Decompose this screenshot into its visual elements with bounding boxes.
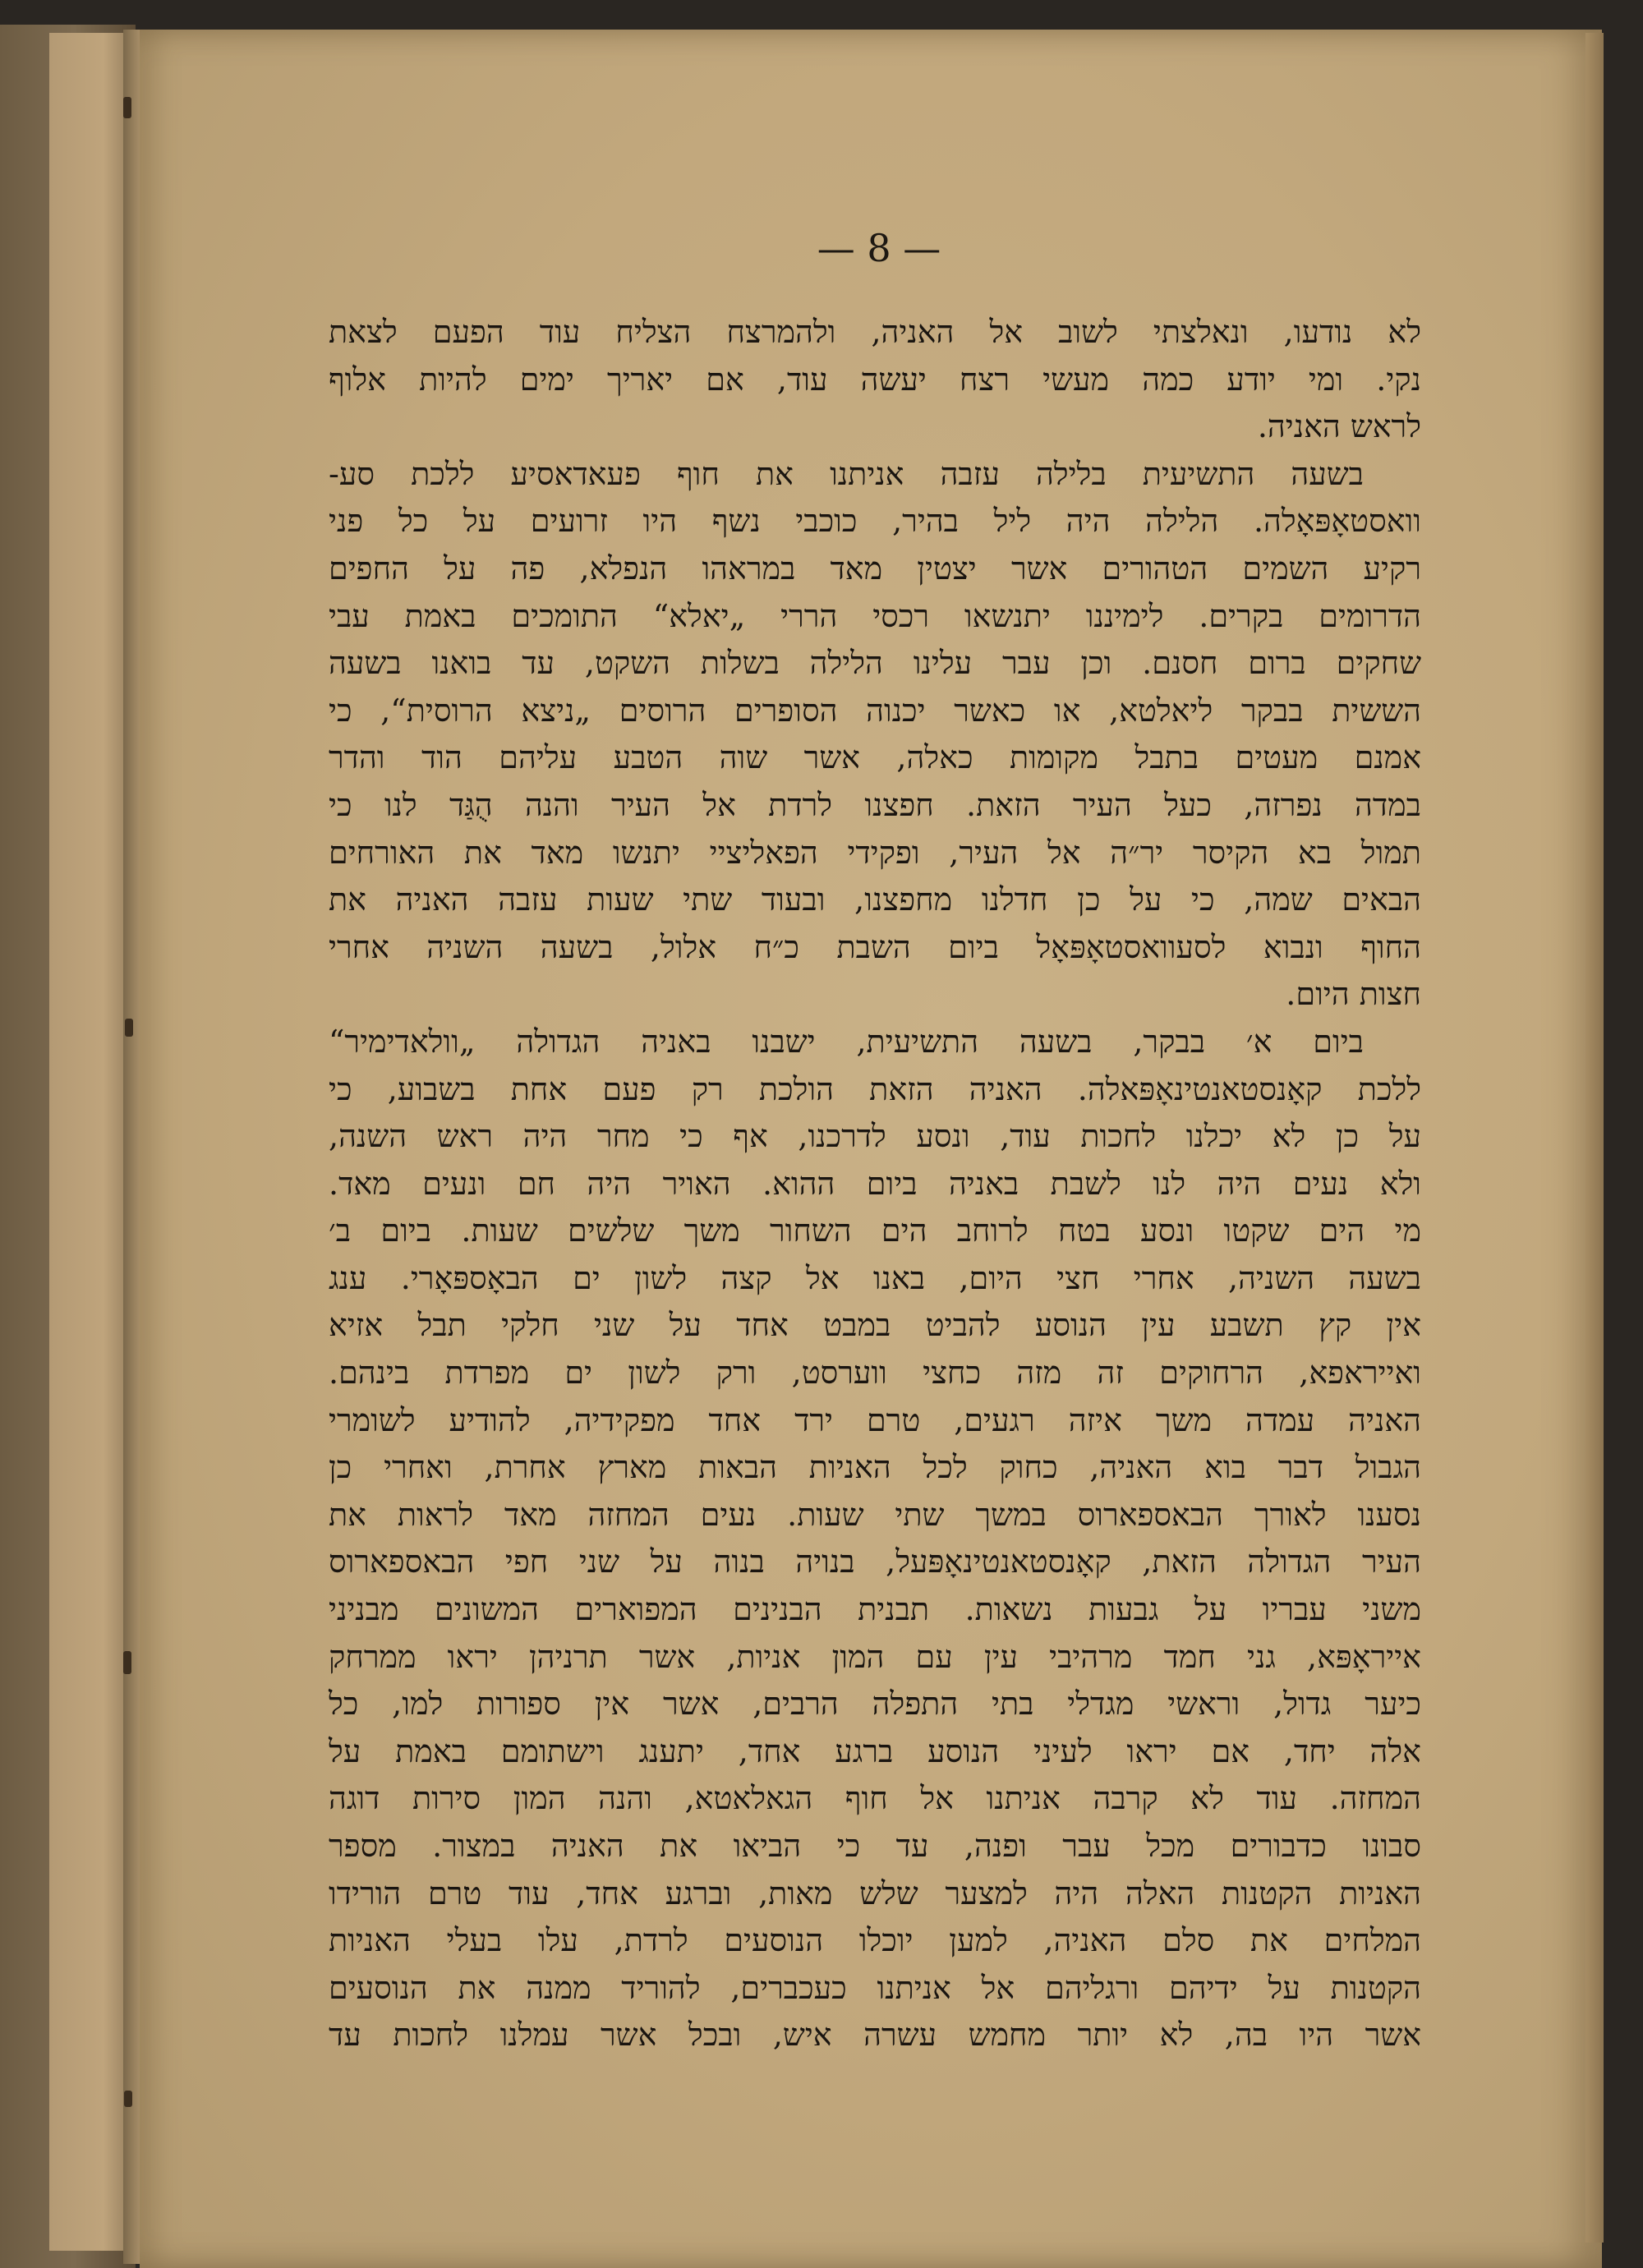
page-number: — 8 —: [817, 226, 941, 270]
text-line: משני עבריו על גבעות נשאות. תבנית הבנינים המפוארים המשונים מבניני: [329, 1591, 1421, 1628]
text-line: בשעה השניה, אחרי חצי היום, באנו אל קצה לשון ים הבאָספּאָרי. ענג: [329, 1259, 1421, 1296]
text-line: נקי. ומי יודע כמה מעשי רצח יעשה עוד, אם יאריך ימים להיות אלוף: [329, 361, 1421, 398]
text-line: חצות היום.: [1286, 976, 1421, 1013]
text-line: הששית בבקר ליאלטא, או כאשר יכנוה הסופרים הרוסים „ניצא הרוסית“, כי: [329, 692, 1421, 729]
paper-right-edge: [1585, 33, 1604, 2243]
text-line: הגבול דבר בוא האניה, כחוק לכל האניות הבאות מארץ אחרת, ואחרי כן: [329, 1449, 1421, 1486]
text-line: ואייראפא, הרחוקים זה מזה כחצי ווערסט, ורק לשון ים מפרדת בינהם.: [329, 1355, 1421, 1392]
text-line: הקטנות על ידיהם ורגליהם אל אניתנו כעכברים, להוריד ממנה את הנוסעים: [329, 1969, 1421, 2006]
text-line: ביום א׳ בבקר, בשעה התשיעית, ישבנו באניה הגדולה „וולאדימיר“: [329, 1023, 1364, 1060]
text-line: אייראָפּא, גני חמד מרהיבי עין עם המון אניות, אשר תרניהן יראו ממרחק: [329, 1638, 1421, 1675]
binding-stitch: [124, 2091, 132, 2107]
text-line: אין קץ תשבע עין הנוסע להביט במבט אחד על שני חלקי תבל אזיא: [329, 1307, 1421, 1344]
text-line: שחקים ברום חסנם. וכן עבר עלינו הלילה בשלות השקט, עד בואנו בשעה: [329, 645, 1421, 682]
body-text: [329, 309, 1421, 2059]
text-line: החוף ונבוא לסעוואסטאָפּאָל ביום השבת כ״ח אלול, בשעה השניה אחרי: [329, 928, 1421, 965]
text-line: סבונו כדבורים מכל עבר ופנה, עד כי הביאו את האניה במצור. מספר: [329, 1828, 1421, 1864]
text-line: בשעה התשיעית בלילה עזבה אניתנו את חוף פעאדאסיע ללכת סע-: [329, 455, 1364, 492]
text-line: הבאים שמה, כי על כן חדלנו מחפצנו, ובעוד שתי שעות עזבה האניה את: [329, 881, 1421, 918]
text-line: על כן לא יכלנו לחכות עוד, ונסע לדרכנו, אף כי מחר היה ראש השנה,: [329, 1118, 1421, 1155]
text-line: כיער גדול, וראשי מגדלי בתי התפלה הרבים, אשר אין ספורות למו, כל: [329, 1686, 1422, 1723]
text-line: אשר היו בה, לא יותר מחמש עשרה איש, ובכל אשר עמלנו לחכות עד: [329, 2017, 1421, 2054]
text-line: המחזה. עוד לא קרבה אניתנו אל חוף הגאלאטא, והנה המון סירות דוגה: [329, 1780, 1421, 1817]
text-line: תמול בא הקיסר יר״ה אל העיר, ופקידי הפאליציי יתנשו מאד את האורחים: [329, 834, 1421, 871]
text-line: אלה יחד, אם יראו לעיני הנוסע ברגע אחד, יתענג וישתומם באמת על: [329, 1732, 1421, 1769]
binding-stitch: [123, 1651, 131, 1674]
text-line: המלחים את סלם האניה, למען יוכלו הנוסעים לרדת, עלו בעלי האניות: [329, 1922, 1421, 1959]
text-line: במדה נפרזה, כעל העיר הזאת. חפצנו לרדת אל העיר והנה הֻגַּד לנו כי: [329, 786, 1421, 823]
binding-stitch: [123, 97, 131, 118]
text-line: נסענו לאורך הבאספארוס במשך שתי שעות. נעים המחזה מאד לראות את: [329, 1496, 1421, 1533]
text-line: האניה עמדה משך איזה רגעים, טרם ירד אחד מפקידיה, להודיע לשומרי: [329, 1401, 1421, 1438]
text-line: העיר הגדולה הזאת, קאָנסטאנטינאָפּעל, בנויה בנוה על שני חפי הבאספארוס: [329, 1543, 1421, 1580]
text-line: הדרומים בקרים. לימיננו יתנשאו רכסי הררי „יאלא“ התומכים באמת עבי: [329, 597, 1421, 634]
text-line: ולא נעים היה לנו לשבת באניה ביום ההוא. האויר היה חם ונעים מאד.: [329, 1165, 1421, 1202]
text-line: מי הים שקטו ונסע בטח לרוחב הים השחור משך שלשים שעות. ביום ב׳: [329, 1212, 1421, 1249]
text-line: אמנם מעטים בתבל מקומות כאלה, אשר שוה הטבע עליהם הוד והדר: [329, 739, 1421, 776]
text-line: ללכת קאָנסטאנטינאָפּאלה. האניה הזאת הולכת רק פעם אחת בשבוע, כי: [329, 1070, 1421, 1107]
text-line: האניות הקטנות האלה היה למצער שלש מאות, וברגע אחד, עוד טרם הורידו: [329, 1875, 1421, 1911]
text-line: רקיע השמים הטהורים אשר יצטין מאד במראהו הנפלא, פה על החפים: [329, 550, 1421, 587]
binding-stitch: [125, 1019, 133, 1037]
text-line: וואסטאָפּאָלה. הלילה היה ליל בהיר, כוכבי נשף היו זרועים על כל פני: [329, 503, 1421, 540]
text-line: לא נודעו, ונאלצתי לשוב אל האניה, ולהמרצח הצליח עוד הפעם לצאת: [329, 314, 1421, 350]
text-line: לראש האניה.: [1257, 408, 1421, 445]
